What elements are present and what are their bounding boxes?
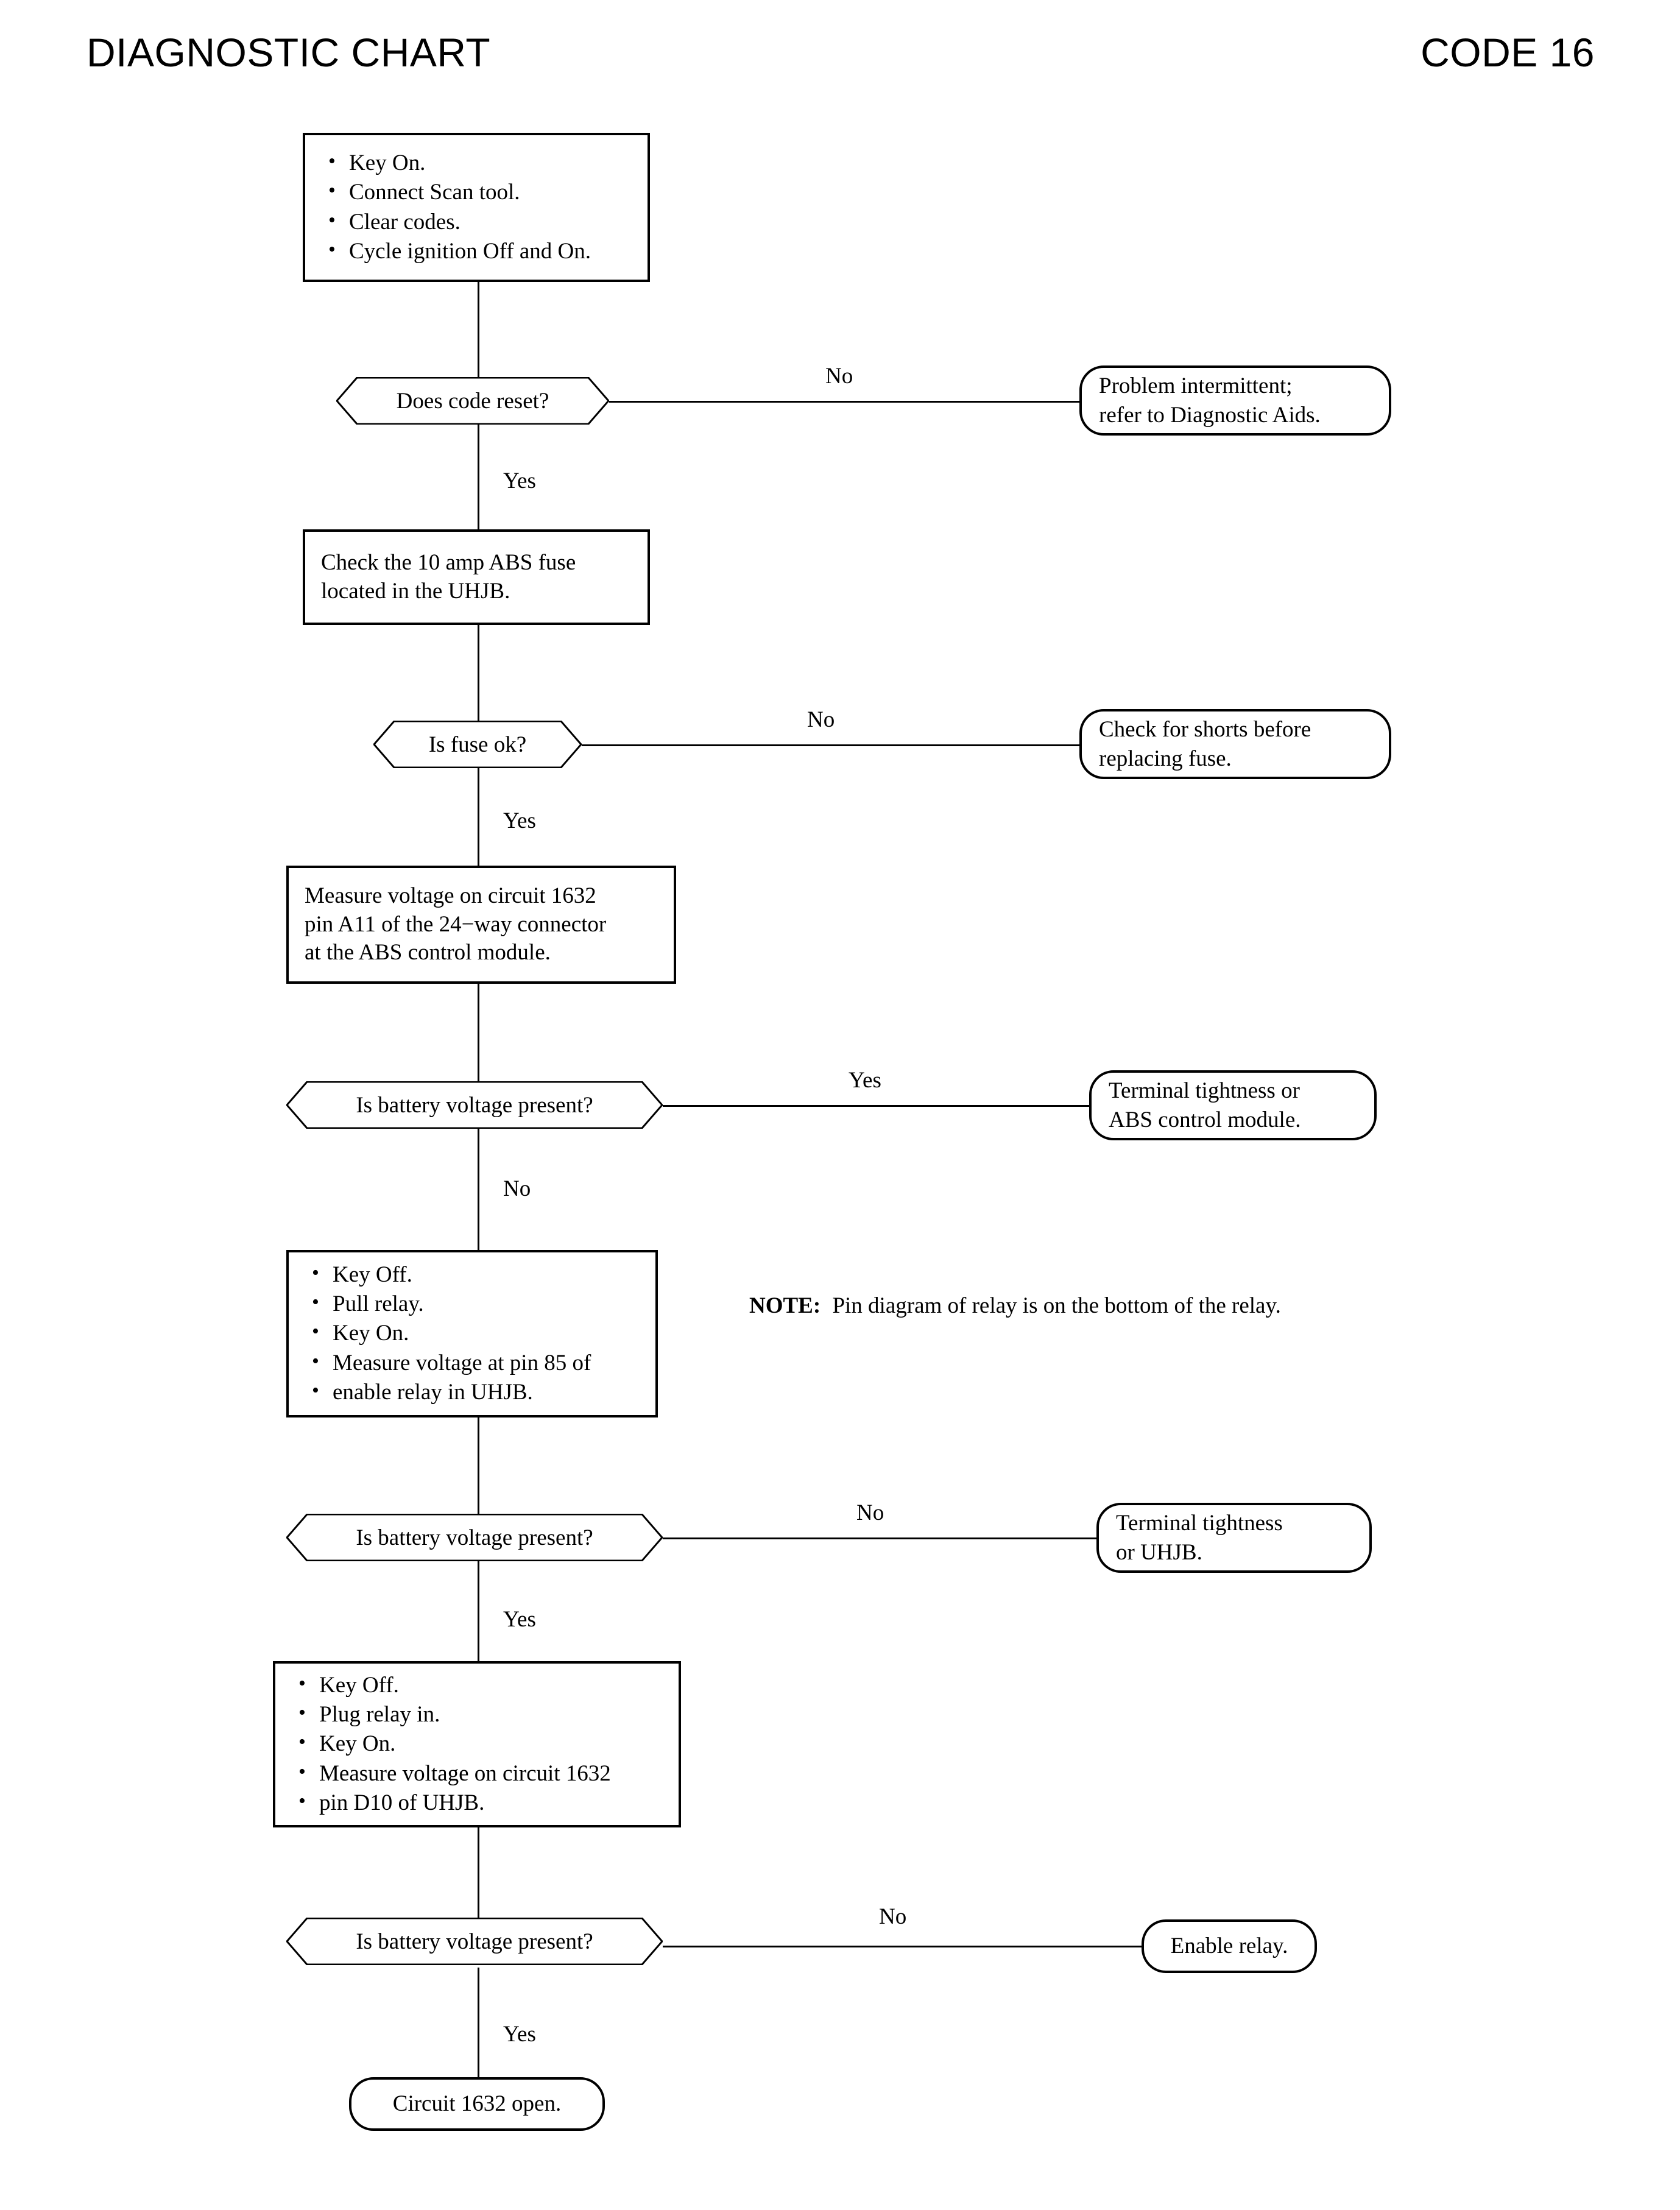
terminator-text: Enable relay. xyxy=(1170,1933,1288,1959)
list-item: • Pull relay. xyxy=(333,1290,591,1319)
note-text xyxy=(749,1293,1281,1319)
step1-list xyxy=(321,149,591,266)
decision-battery-voltage-3 xyxy=(286,1918,663,1965)
decision-does-code-reset xyxy=(336,377,609,425)
connector-dec5-out5 xyxy=(663,1946,1142,1947)
code-title: CODE 16 xyxy=(1421,30,1595,75)
branch-label-dec3-yes: Yes xyxy=(849,1068,881,1093)
list-item: • Measure voltage on circuit 1632 xyxy=(319,1759,611,1788)
terminator-text: Terminal tightness or UHJB. xyxy=(1116,1511,1283,1565)
decision-label: Is battery voltage present? xyxy=(356,1929,593,1954)
branch-label-dec5-no: No xyxy=(879,1904,907,1929)
connector-dec3-out3 xyxy=(663,1105,1089,1107)
list-item: • Cycle ignition Off and On. xyxy=(349,237,591,266)
decision-label: Is battery voltage present? xyxy=(356,1092,593,1118)
branch-label-dec1-no: No xyxy=(825,364,853,389)
list-item: • Key On. xyxy=(349,149,591,178)
branch-label-dec2-no: No xyxy=(807,707,835,732)
list-item: • Key On. xyxy=(333,1319,591,1348)
list-item-continuation: • pin D10 of UHJB. xyxy=(319,1788,611,1818)
terminator-enable-relay xyxy=(1142,1919,1317,1973)
decision-battery-voltage-1 xyxy=(286,1081,663,1129)
note-body: Pin diagram of relay is on the bottom of the relay. xyxy=(832,1293,1281,1318)
connector-step3-dec3 xyxy=(478,984,479,1087)
terminator-problem-intermittent xyxy=(1079,365,1391,436)
terminator-text: Problem intermittent; refer to Diagnostic Aids. xyxy=(1099,373,1321,428)
decision-battery-voltage-2 xyxy=(286,1514,663,1561)
decision-label: Is fuse ok? xyxy=(428,732,527,757)
step5-list xyxy=(291,1671,611,1817)
connector-dec2-out2 xyxy=(582,744,1079,746)
branch-label-dec5-yes: Yes xyxy=(503,2022,536,2047)
connector-dec3-step4 xyxy=(478,1128,479,1250)
list-item: • Connect Scan tool. xyxy=(349,178,591,207)
connector-step2-dec2 xyxy=(478,625,479,727)
branch-label-dec1-yes: Yes xyxy=(503,468,536,493)
process-measure-voltage-a11 xyxy=(286,866,676,984)
decision-is-fuse-ok xyxy=(373,721,582,768)
terminator-circuit-open xyxy=(349,2077,605,2131)
list-item: • Measure voltage at pin 85 of xyxy=(333,1349,591,1378)
connector-dec4-step5 xyxy=(478,1559,479,1661)
branch-label-dec4-yes: Yes xyxy=(503,1607,536,1632)
process-plug-relay xyxy=(273,1661,681,1827)
connector-dec5-end xyxy=(478,1968,479,2077)
list-item: • Key Off. xyxy=(319,1671,611,1700)
connector-dec1-out1 xyxy=(609,401,1079,403)
process-text: Measure voltage on circuit 1632 pin A11 of the 24−way connector at the ABS control module. xyxy=(305,883,607,966)
terminator-text: Check for shorts before replacing fuse. xyxy=(1099,717,1311,771)
connector-dec2-step3 xyxy=(478,766,479,866)
connector-dec1-step2 xyxy=(478,425,479,529)
process-check-fuse xyxy=(303,529,650,625)
decision-label: Is battery voltage present? xyxy=(356,1525,593,1550)
terminator-terminal-tightness-abs xyxy=(1089,1070,1377,1140)
list-item: • Key On. xyxy=(319,1729,611,1759)
process-pull-relay xyxy=(286,1250,658,1417)
page-title: DIAGNOSTIC CHART xyxy=(86,30,491,75)
list-item-continuation: • enable relay in UHJB. xyxy=(333,1378,591,1407)
decision-label: Does code reset? xyxy=(396,388,549,414)
terminator-check-shorts xyxy=(1079,709,1391,779)
connector-step1-dec1 xyxy=(478,282,479,389)
list-item: • Key Off. xyxy=(333,1260,591,1290)
list-item: • Plug relay in. xyxy=(319,1700,611,1729)
branch-label-dec3-no: No xyxy=(503,1176,531,1201)
list-item: • Clear codes. xyxy=(349,208,591,237)
note-label: NOTE: xyxy=(749,1293,821,1318)
terminator-text: Terminal tightness or ABS control module. xyxy=(1109,1078,1301,1132)
terminator-text: Circuit 1632 open. xyxy=(392,2091,562,2117)
branch-label-dec4-no: No xyxy=(856,1500,884,1525)
process-step1 xyxy=(303,133,650,282)
connector-dec4-out4 xyxy=(663,1537,1096,1539)
process-text: Check the 10 amp ABS fuse located in the UHJB. xyxy=(321,549,576,604)
step4-list xyxy=(305,1260,591,1407)
branch-label-dec2-yes: Yes xyxy=(503,808,536,833)
terminator-terminal-tightness-uhjb xyxy=(1096,1503,1372,1573)
